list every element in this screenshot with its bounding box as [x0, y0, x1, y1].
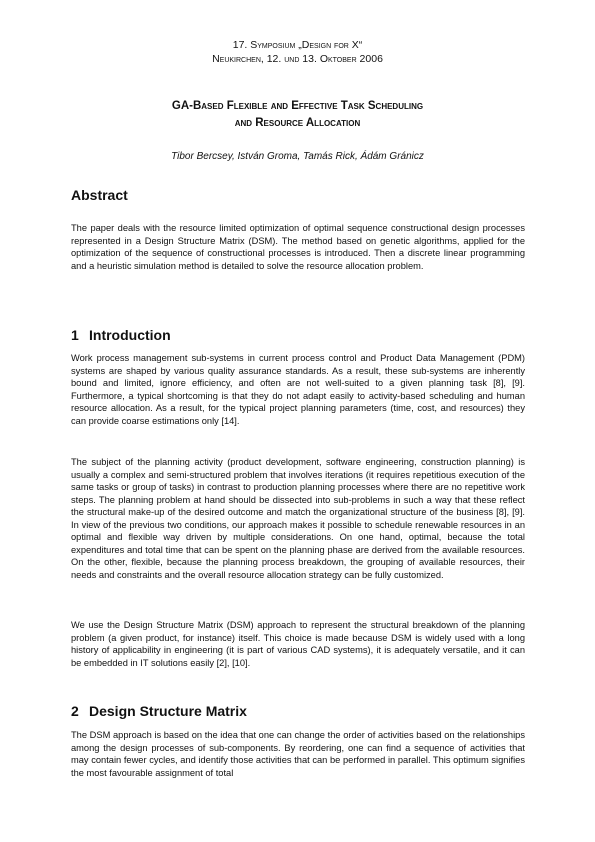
- section-heading-introduction: [71, 326, 171, 344]
- dsm-paragraph-1: The DSM approach is based on the idea that one can change the order of activities based on the relationships among the design processes of sub-components. By reordering, one can find a sequence of activities that may contain fewer cycles, and identify those activities that can be performed in parallel. This optimum signifies the most favourable assignment of total: [71, 730, 525, 778]
- abstract-heading: Abstract: [71, 187, 128, 203]
- abstract-text: The paper deals with the resource limited optimization of optimal sequence constructional design processes represented in a Design Structure Matrix (DSM). The method based on genetic algorithms, applied for the optimization of the sequence of constructional processes is introduced. Then a discrete linear programming and a heuristic simulation method is detailed to solve the resource allocation problem.: [71, 223, 525, 271]
- paper-title-line2: and Resource Allocation: [234, 117, 361, 129]
- introduction-paragraph-3: We use the Design Structure Matrix (DSM) approach to represent the structural breakdown of the planning problem (a given product, for instance) itself. This choice is made because DSM is widely used with a long history of applicability in engineering (it is part of various CAD systems), it is adequately versatile, and it can be embedded in IT solutions easily [2], [10].: [71, 620, 525, 668]
- section-title: Introduction: [89, 327, 171, 343]
- section-number: 1: [71, 327, 79, 343]
- paper-title-line1: GA-Based Flexible and Effective Task Scheduling: [171, 100, 424, 112]
- conference-header-line1: 17. Symposium „Design for X“: [232, 39, 363, 51]
- section-number: 2: [71, 703, 79, 719]
- conference-header-line2: Neukirchen, 12. und 13. Oktober 2006: [212, 53, 383, 65]
- section-heading-design-structure-matrix: [71, 702, 247, 720]
- introduction-paragraph-2: The subject of the planning activity (product development, software engineering, construction planning) is usually a complex and semi-structured problem that involves iterations (it requires repetitious execution of the same tasks or group of tasks) in contrast to production planning processes where there are no repetitive work steps. The planning problem at hand should be dissected into sub-problems in such a way that these reflect the structural make-up of the desired outcome and match the organizational structure of the business [8], [9]. In view of the previous two conditions, our approach makes it possible to schedule renewable resources in an optimal and flexible way driven by multiple considerations. On one hand, optimal, because the total expenditures and total time that can be spent on the planning phase are derived from the available resources. On the other, flexible, because the planning process breakdown, the grouping of available resources, their needs and constraints and the overall resource allocation strategy can be fully customized.: [71, 457, 525, 580]
- introduction-paragraph-1: Work process management sub-systems in current process control and Product Data Management (PDM) systems are shaped by various quality assurance standards. As a result, these sub-systems are inherently bound and limited, ignore efficiency, and often are not well-suited to a given planning task [8], [9]. Furthermore, a typical shortcoming is that they do not adapt easily to activity-based scheduling and human resource allocation. As a result, for the typical project planning parameters (time, cost, and resources) they can provide coarse estimations only [14].: [71, 353, 525, 426]
- author-list: Tibor Bercsey, István Groma, Tamás Rick, Ádám Gránicz: [171, 151, 424, 162]
- section-title: Design Structure Matrix: [89, 703, 247, 719]
